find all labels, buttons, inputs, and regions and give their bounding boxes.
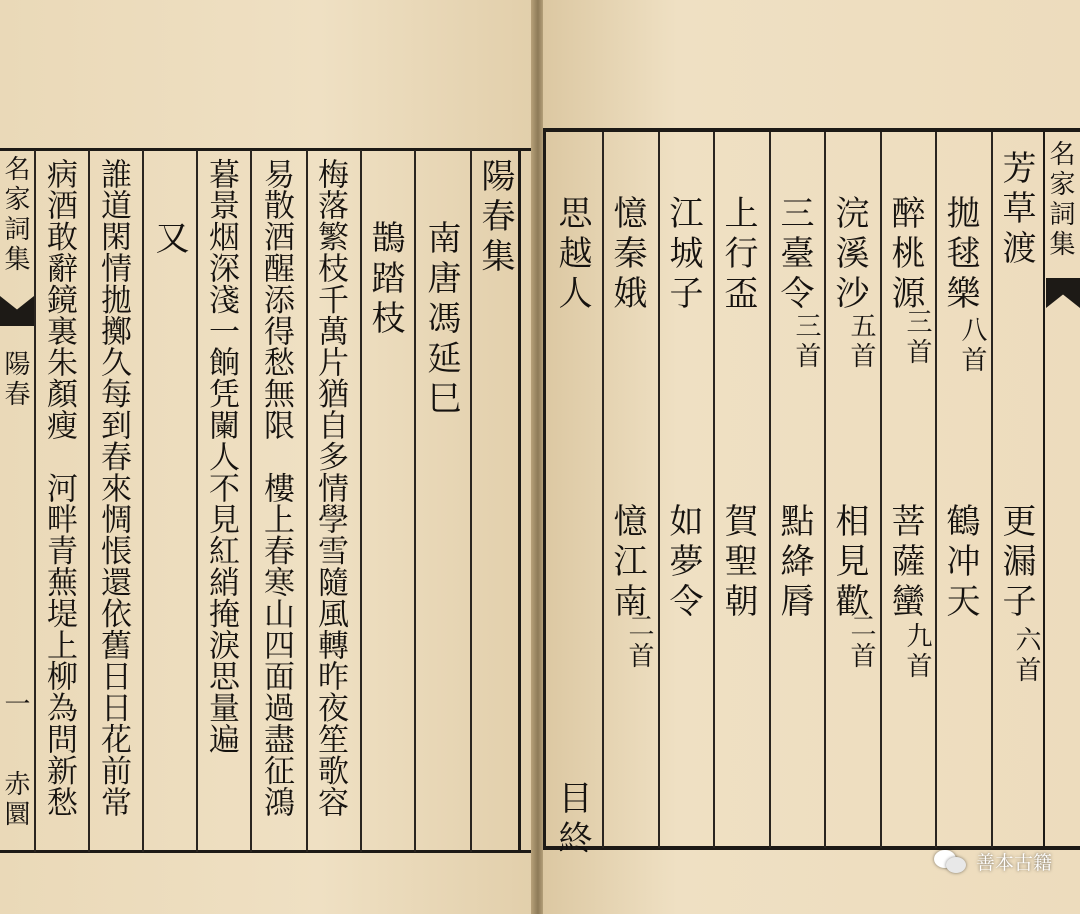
toc-entry: 賀聖朝 <box>718 503 758 623</box>
column-rule <box>306 150 308 852</box>
top-border <box>0 148 533 151</box>
column-rule <box>470 150 472 852</box>
right-page <box>543 0 1080 914</box>
column-rule <box>414 150 416 852</box>
toc-count: 三首 <box>791 312 821 372</box>
side-title: 名家詞集 <box>0 155 30 275</box>
fish-tail-mark <box>1046 278 1080 308</box>
poem-line: 梅落繁枝千萬片猶自多情學雪隨風轉昨夜笙歌容 <box>312 158 348 818</box>
column-rule <box>880 132 882 848</box>
toc-count: 六首 <box>1011 626 1041 686</box>
column-rule <box>769 132 771 848</box>
right-border <box>518 148 521 853</box>
column-rule <box>250 150 252 852</box>
toc-count: 八首 <box>957 316 987 376</box>
toc-count: 五首 <box>846 312 876 372</box>
toc-entry: 浣溪沙 <box>829 195 869 315</box>
column-rule <box>713 132 715 848</box>
toc-entry: 更漏子 <box>996 503 1036 623</box>
wechat-icon <box>934 850 968 874</box>
watermark <box>934 848 1052 875</box>
toc-entry: 三臺令 <box>774 195 814 315</box>
toc-count: 二首 <box>624 612 654 672</box>
author-line: 南唐馮延巳 <box>421 220 461 420</box>
column-rule <box>360 150 362 852</box>
poem-line: 暮景烟深淺一餉凭闌人不見紅綃掩淚思量遍 <box>203 158 239 755</box>
publisher-mark: 赤圜 <box>0 770 30 830</box>
toc-entry: 相見歡 <box>829 503 869 623</box>
section-label: 陽春 <box>0 350 30 410</box>
collection-title: 陽春集 <box>475 158 515 278</box>
top-border <box>543 128 1080 132</box>
toc-count: 九首 <box>902 622 932 682</box>
side-title: 名家詞集 <box>1045 140 1075 260</box>
page-number: 一 <box>0 690 30 720</box>
tune-title: 鵲踏枝 <box>365 220 405 340</box>
toc-count: 三首 <box>902 308 932 368</box>
toc-entry: 憶秦娥 <box>607 195 647 315</box>
column-rule <box>824 132 826 848</box>
fish-tail-mark <box>0 296 34 326</box>
column-rule <box>935 132 937 848</box>
poem-line: 易散酒醒添得愁無限 樓上春寒山四面過盡征鴻 <box>258 158 294 818</box>
toc-entry: 菩薩蠻 <box>885 503 925 623</box>
toc-entry: 思越人 <box>552 195 592 315</box>
toc-entry: 鶴冲天 <box>940 503 980 623</box>
toc-entry: 芳草渡 <box>996 150 1036 270</box>
toc-entry: 點絳脣 <box>774 503 814 623</box>
toc-entry: 如夢令 <box>663 503 703 623</box>
toc-count: 二首 <box>846 612 876 672</box>
strip-border <box>1043 128 1045 850</box>
toc-entry: 拋毬樂 <box>940 195 980 315</box>
toc-end-mark: 目終 <box>552 780 592 860</box>
column-rule <box>196 150 198 852</box>
tune-repeat: 又 <box>149 220 189 260</box>
watermark-text: 善本古籍 <box>975 852 1052 874</box>
column-rule <box>602 132 604 848</box>
toc-entry: 憶江南 <box>607 503 647 623</box>
column-rule <box>34 150 36 852</box>
toc-entry: 醉桃源 <box>885 195 925 315</box>
poem-line: 病酒敢辭鏡裏朱顏瘦 河畔青蕪堤上柳為問新愁 <box>41 158 77 818</box>
poem-line: 誰道閑情拋擲久每到春來惆悵還依舊日日花前常 <box>95 158 131 818</box>
column-rule <box>88 150 90 852</box>
toc-entry: 江城子 <box>663 195 703 315</box>
left-border <box>543 128 546 850</box>
column-rule <box>991 132 993 848</box>
toc-entry: 上行盃 <box>718 195 758 315</box>
bottom-border <box>0 850 533 853</box>
column-rule <box>658 132 660 848</box>
left-page <box>0 0 533 914</box>
column-rule <box>142 150 144 852</box>
